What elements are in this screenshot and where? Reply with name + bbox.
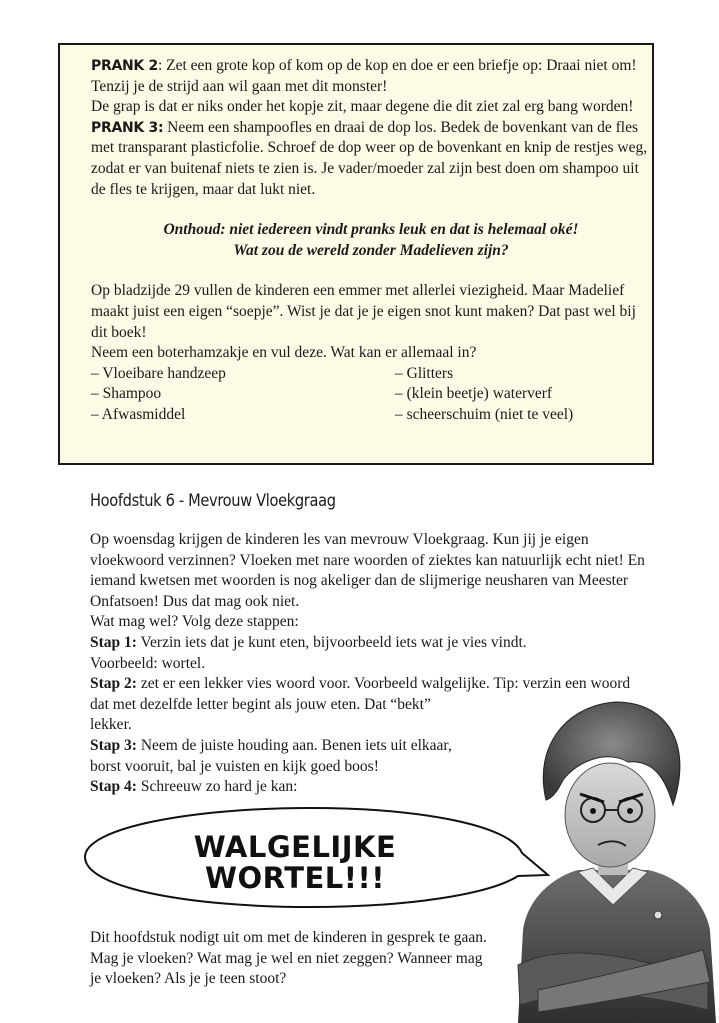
ingredients-row: [91, 405, 651, 426]
step-label: Stap 2:: [90, 675, 137, 693]
step-1-cont: Voorbeeld: wortel.: [90, 654, 206, 672]
ingredient: – Shampoo: [91, 385, 162, 403]
closing-text: Dit hoofdstuk nodigt uit om met de kinderen in gesprek te gaan. Mag je vloeken? Wat mag je wel en niet zeggen? Wanneer mag je vloeken? Als je je teen stoot?: [90, 929, 487, 988]
ingredient: – Glitters: [395, 364, 454, 382]
chapter-heading: Hoofdstuk 6 - Mevrouw Vloekgraag: [90, 491, 336, 511]
ingredient: – scheerschuim (niet te veel): [395, 405, 574, 423]
chapter-closing: [90, 928, 490, 990]
prank-3-text: Neem een shampoofles en draai de dop los. Bedek de bovenkant van de fles met transparant plasticfolie. Schroef de dop weer op de bovenkant en knip de restjes weg, zodat er van buitenaf niets te zien is. Je vader/moeder zal zijn best doen om shampoo uit de fles te krijgen, maar dat lukt niet.: [91, 118, 648, 198]
step-label: Stap 3:: [90, 736, 137, 754]
step-label: Stap 4:: [90, 778, 137, 796]
shout-text: [150, 832, 440, 894]
snot-intro: Op bladzijde 29 vullen de kinderen een emmer met allerlei viezigheid. Maar Madelief maakt juist een eigen “soepje”. Wist je dat je je eigen snot kunt maken? Dat past wel bij dit boek!: [91, 282, 636, 341]
chapter-intro: Op woensdag krijgen de kinderen les van mevrouw Vloekgraag. Kun jij je eigen vloekwoord verzinnen? Vloeken met nare woorden of ziektes kan natuurlijk echt niet! En iemand kwetsen met woorden is nog akeliger dan de slijmerige neusharen van Meester Onfatsoen! Dus dat mag ook niet.: [90, 531, 645, 610]
step-text: Verzin iets dat je kunt eten, bijvoorbeeld iets wat je vies vindt.: [136, 633, 527, 651]
ingredient: – Vloeibare handzeep: [91, 364, 226, 382]
snot-instruction: Neem een boterhamzakje en vul deze. Wat kan er allemaal in?: [91, 344, 477, 362]
prank-2: [91, 56, 651, 97]
prank-3: [91, 118, 651, 200]
shout-line-1: WALGELIJKE: [193, 830, 397, 864]
step-1: [90, 633, 650, 654]
prank-2-label: PRANK 2: [91, 58, 158, 74]
chapter-question: Wat mag wel? Volg deze stappen:: [90, 613, 299, 631]
reminder-line-1: Onthoud: niet iedereen vindt pranks leuk en dat is helemaal oké!: [163, 221, 579, 239]
step-text: zet er een lekker vies woord voor. Voorbeeld walgelijke. Tip: verzin een woord dat met dezelfde letter begint als jouw eten. Dat “bekt”: [90, 675, 631, 713]
step-text: Neem de juiste houding aan. Benen iets uit elkaar,: [136, 736, 452, 754]
prank-box-content: [91, 56, 651, 426]
ingredients-row: [91, 384, 651, 405]
step-3-cont: borst vooruit, bal je vuisten en kijk goed boos!: [90, 757, 379, 775]
ingredient: – Afwasmiddel: [91, 405, 186, 423]
shout-line-2: WORTEL!!!: [205, 861, 385, 895]
ingredient: – (klein beetje) waterverf: [395, 385, 553, 403]
teacher-illustration: [498, 690, 719, 1023]
prank-3-label: PRANK 3:: [91, 119, 164, 136]
ingredients-row: [91, 364, 651, 385]
prank-2-text: : Zet een grote kop of kom op de kop en doe er een briefje op: Draai niet om! Tenzij je de strijd aan wil gaan met dit monster!: [91, 57, 637, 95]
step-label: Stap 1:: [90, 633, 137, 651]
spacer: [91, 261, 651, 281]
step-2-cont: lekker.: [90, 716, 132, 734]
prank-2-extra: De grap is dat er niks onder het kopje zit, maar degene die dit ziet zal erg bang worden!: [91, 98, 634, 116]
reminder-line-2: Wat zou de wereld zonder Madelieven zijn?: [233, 241, 509, 259]
spacer: [91, 200, 651, 220]
step-text: Schreeuw zo hard je kan:: [136, 778, 298, 796]
prank-box: [58, 43, 654, 465]
